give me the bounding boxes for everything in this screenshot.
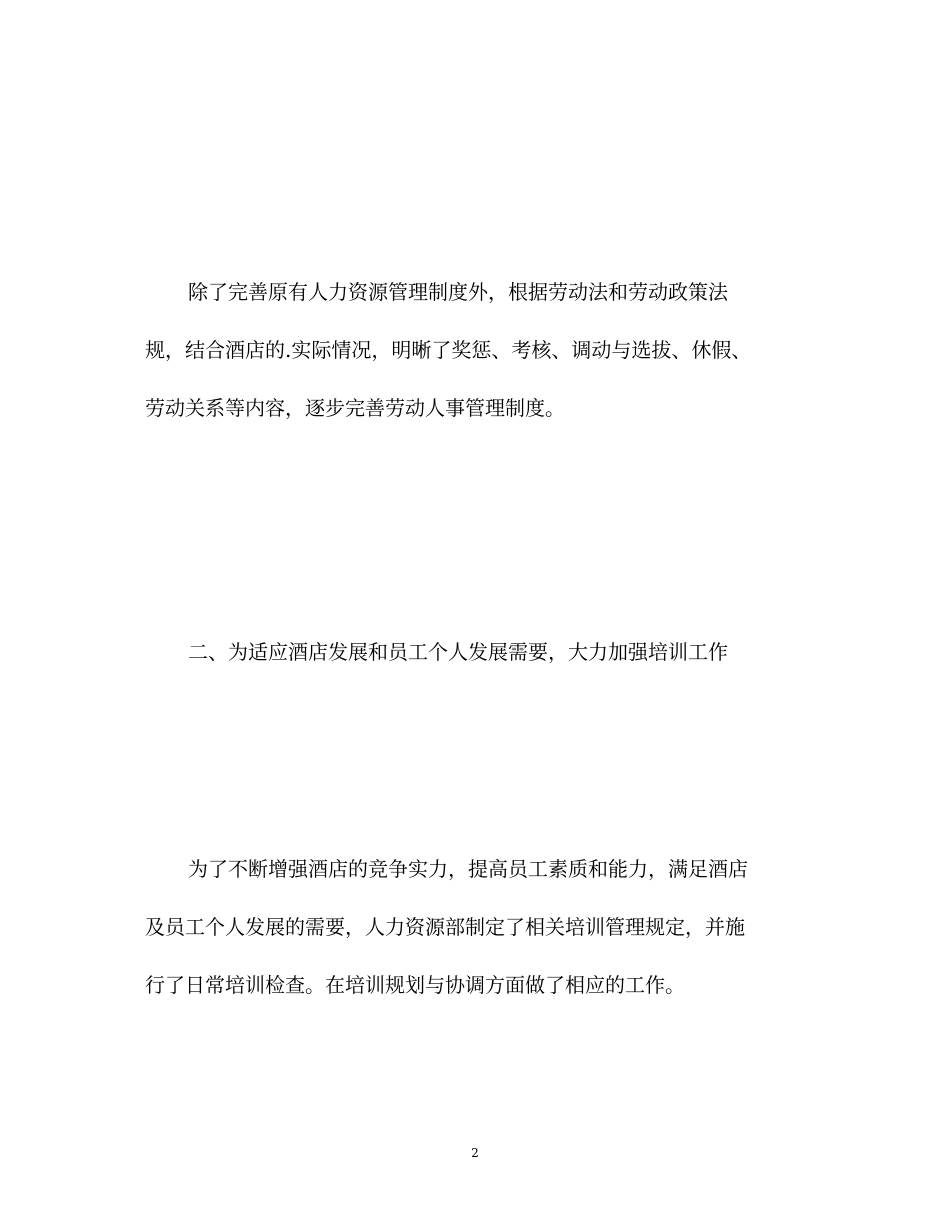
paragraph-training — [145, 840, 805, 1014]
paragraph-line: 为了不断增强酒店的竞争实力，提高员工素质和能力，满足酒店 — [188, 857, 748, 881]
page-number: 2 — [471, 1146, 479, 1160]
paragraph-hr-system — [145, 263, 805, 437]
paragraph-line: 除了完善原有人力资源管理制度外，根据劳动法和劳动政策法 — [188, 280, 728, 304]
paragraph-line: 及员工个人发展的需要，人力资源部制定了相关培训管理规定，并施 — [145, 915, 745, 939]
section-heading-training — [145, 623, 805, 681]
heading-line: 二、为适应酒店发展和员工个人发展需要，大力加强培训工作 — [188, 640, 728, 664]
paragraph-line: 规，结合酒店的.实际情况，明晰了奖惩、考核、调动与选拔、休假、 — [145, 338, 752, 362]
paragraph-line: 劳动关系等内容，逐步完善劳动人事管理制度。 — [145, 396, 565, 420]
paragraph-line: 行了日常培训检查。在培训规划与协调方面做了相应的工作。 — [145, 973, 685, 997]
